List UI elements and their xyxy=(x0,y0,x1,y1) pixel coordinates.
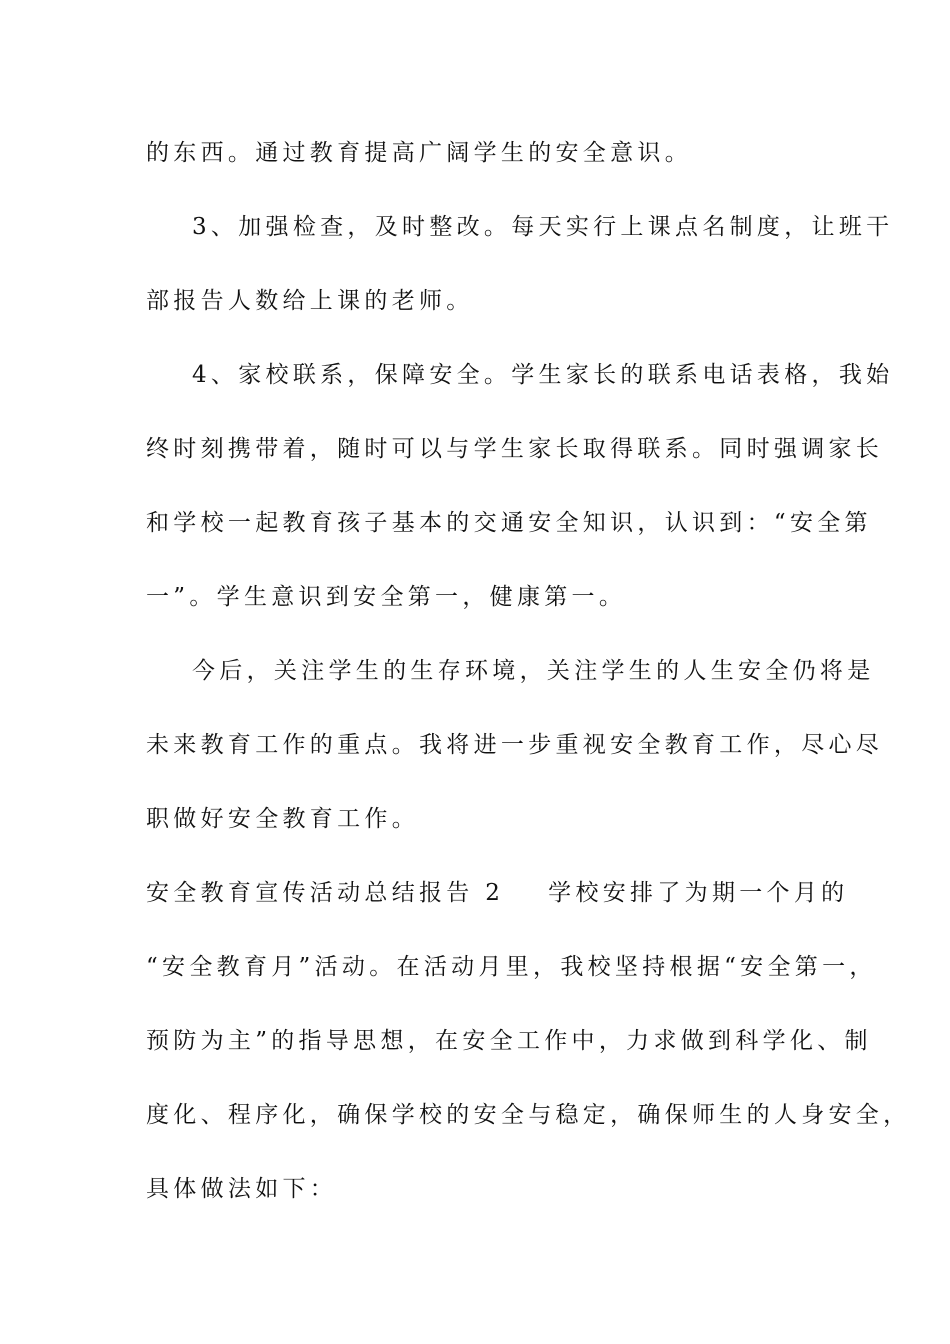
paragraph-line: 度化、程序化，确保学校的安全与稳定，确保师生的人身安全， xyxy=(146,1102,911,1128)
paragraph-text: 学校安排了为期一个月的 xyxy=(548,880,849,906)
paragraph-line: 部报告人数给上课的老师。 xyxy=(146,288,474,314)
section-heading-line xyxy=(146,878,848,908)
paragraph-line: 和学校一起教育孩子基本的交通安全知识，认识到：“安全第 xyxy=(146,510,872,536)
paragraph-line: 终时刻携带着，随时可以与学生家长取得联系。同时强调家长 xyxy=(146,436,884,462)
paragraph-line: 的东西。通过教育提高广阔学生的安全意识。 xyxy=(146,140,692,166)
section-heading: 安全教育宣传活动总结报告 2 xyxy=(146,880,505,906)
paragraph-line: 职做好安全教育工作。 xyxy=(146,806,419,832)
paragraph-line: 一”。学生意识到安全第一，健康第一。 xyxy=(146,584,627,610)
paragraph-line: 3、加强检查，及时整改。每天实行上课点名制度，让班干 xyxy=(192,214,894,240)
paragraph-line: 预防为主”的指导思想，在安全工作中，力求做到科学化、制 xyxy=(146,1028,872,1054)
paragraph-line: 未来教育工作的重点。我将进一步重视安全教育工作，尽心尽 xyxy=(146,732,884,758)
paragraph-line: 具体做法如下： xyxy=(146,1176,338,1202)
paragraph-line: “安全教育月”活动。在活动月里，我校坚持根据“安全第一， xyxy=(146,954,877,980)
paragraph-line: 今后，关注学生的生存环境，关注学生的人生安全仍将是 xyxy=(192,658,875,684)
paragraph-line: 4、家校联系，保障安全。学生家长的联系电话表格，我始 xyxy=(192,362,894,388)
